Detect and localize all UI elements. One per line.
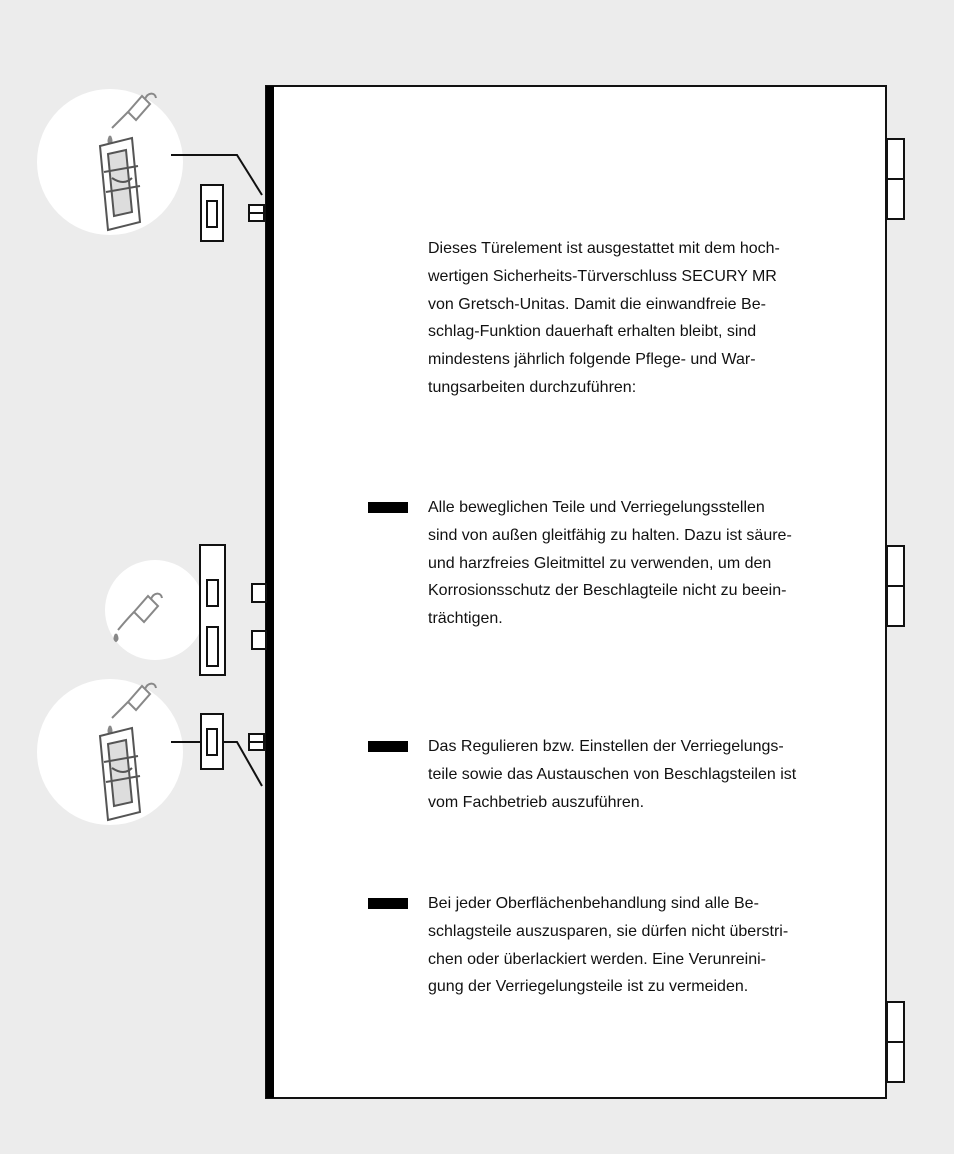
bottom-lubrication-callout xyxy=(37,679,262,825)
intro-paragraph xyxy=(428,235,780,402)
instruction-adjustment xyxy=(428,733,796,816)
frame-keep-top xyxy=(201,185,264,241)
lock-plate-icon xyxy=(100,728,140,820)
instruction-line: Korrosionsschutz der Beschlagteile nicht zu beein- xyxy=(428,582,787,600)
top-lubrication-callout xyxy=(37,89,262,235)
instruction-line: vom Fachbetrieb auszuführen. xyxy=(428,793,645,811)
instruction-line: chen oder überlackiert werden. Eine Verunreini- xyxy=(428,950,766,968)
instruction-line: sind von außen gleitfähig zu halten. Dazu ist säure- xyxy=(428,526,792,544)
intro-line: Dieses Türelement ist ausgestattet mit dem hoch- xyxy=(428,240,780,257)
right-hinge-bottom xyxy=(887,1002,904,1082)
instruction-line: teile sowie das Austauschen von Beschlagsteilen ist xyxy=(428,765,797,783)
instruction-line: Alle beweglichen Teile und Verriegelungsstellen xyxy=(428,499,765,516)
bullet-bar xyxy=(368,898,408,909)
frame-keep-middle xyxy=(200,545,266,675)
bullet-bar xyxy=(368,502,408,513)
lock-plate-icon xyxy=(100,138,140,230)
instruction-line: schlagsteile auszusparen, sie dürfen nicht überstri- xyxy=(428,922,789,940)
intro-line: tungsarbeiten durchzuführen: xyxy=(428,378,637,396)
instruction-line: Bei jeder Oberflächenbehandlung sind alle Be- xyxy=(428,895,759,912)
instruction-lubrication xyxy=(428,494,792,633)
door-hinge-edge xyxy=(266,86,274,1098)
intro-line: mindestens jährlich folgende Pflege- und War- xyxy=(428,351,756,369)
right-hinge-middle xyxy=(887,546,904,626)
bullet-bar xyxy=(368,741,408,752)
instruction-line: trächtigen. xyxy=(428,610,503,628)
right-hinge-top xyxy=(887,139,904,219)
intro-line: wertigen Sicherheits-Türverschluss SECURY MR xyxy=(428,267,777,285)
instruction-surface-treatment xyxy=(428,890,788,1001)
intro-line: von Gretsch-Unitas. Damit die einwandfreie Be- xyxy=(428,295,766,313)
instruction-line: gung der Verriegelungsteile ist zu vermeiden. xyxy=(428,978,749,996)
intro-line: schlag-Funktion dauerhaft erhalten bleibt, sind xyxy=(428,323,757,341)
instruction-line: Das Regulieren bzw. Einstellen der Verriegelungs- xyxy=(428,738,784,755)
middle-lubrication-callout xyxy=(105,560,205,660)
instruction-line: und harzfreies Gleitmittel zu verwenden, um den xyxy=(428,554,772,572)
